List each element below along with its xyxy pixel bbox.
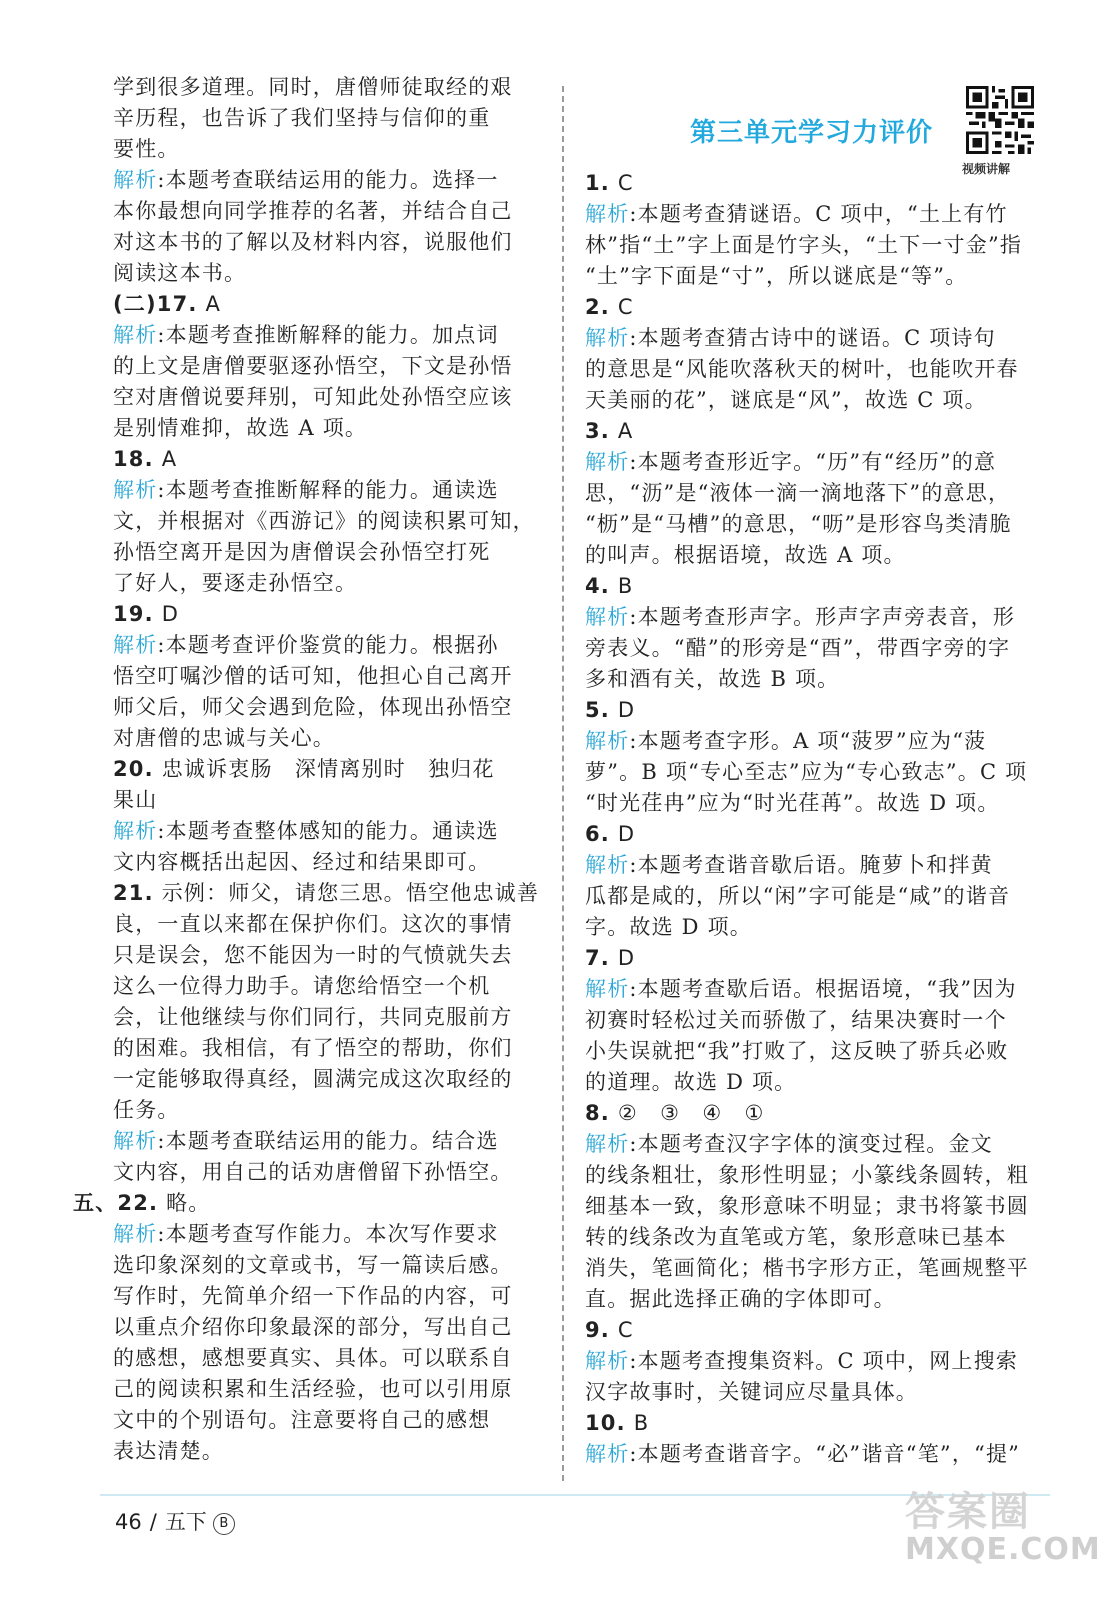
text-line (113, 1002, 543, 1033)
text-run: 要性。 (113, 137, 180, 161)
qr-code-icon[interactable] (966, 86, 1034, 154)
text-run: 本你最想向同学推荐的名著，并结合自己 (113, 199, 513, 223)
text-run: :本题考查谐音歇后语。腌萝卜和拌黄 (629, 853, 993, 877)
text-run: 只是误会，您不能因为一时的气愤就失去 (113, 943, 513, 967)
question-number: 8. (585, 1101, 610, 1125)
answer-choice: D (610, 822, 636, 846)
text-line (585, 1129, 1045, 1160)
text-run: 文中的个别语句。注意要将自己的感想 (113, 1408, 491, 1432)
analysis-label: 解析 (113, 323, 158, 347)
section-label: (二) (113, 292, 157, 316)
text-line (113, 1312, 543, 1343)
text-line (113, 692, 543, 723)
text-line (585, 509, 1045, 540)
text-line (585, 633, 1045, 664)
text-line (113, 599, 543, 630)
text-line (585, 292, 1045, 323)
text-line (113, 227, 543, 258)
text-run: 对唐僧的忠诚与关心。 (113, 726, 335, 750)
analysis-label: 解析 (113, 819, 158, 843)
text-run: :本题考查字形。A 项“菠罗”应为“菠 (629, 729, 987, 753)
text-run: 是别情难抑，故选 A 项。 (113, 416, 368, 440)
text-run: 转的线条改为直笔或方笔，象形意味已基本 (585, 1225, 1007, 1249)
analysis-label: 解析 (585, 853, 630, 877)
text-line (585, 478, 1045, 509)
text-run: 己的阅读积累和生活经验，也可以引用原 (113, 1377, 513, 1401)
answer-choice: D (610, 698, 636, 722)
text-line (113, 537, 543, 568)
text-run: 空对唐僧说要拜别，可知此处孙悟空应该 (113, 385, 513, 409)
analysis-label: 解析 (585, 605, 630, 629)
text-run: 的上文是唐僧要驱逐孙悟空，下文是孙悟 (113, 354, 513, 378)
answer-choice: A (153, 447, 178, 471)
text-line (585, 912, 1045, 943)
text-line (113, 847, 543, 878)
analysis-label: 解析 (113, 1129, 158, 1153)
text-run: “时光荏冉”应为“时光荏苒”。故选 D 项。 (585, 791, 1000, 815)
analysis-label: 解析 (113, 478, 158, 502)
text-line (585, 943, 1045, 974)
grade-label: 五下 (164, 1510, 207, 1534)
text-line (585, 168, 1045, 199)
text-line (113, 444, 543, 475)
text-line (585, 757, 1045, 788)
text-line (585, 354, 1045, 385)
text-run: 文内容概括出起因、经过和结果即可。 (113, 850, 491, 874)
answer-choice: D (610, 946, 636, 970)
question-number: 21. (113, 881, 154, 905)
text-line (113, 506, 543, 537)
text-line (585, 1005, 1045, 1036)
text-run: 汉字故事时，关键词应尽量具体。 (585, 1380, 918, 1404)
text-run: 瓜都是咸的，所以“闲”字可能是“咸”的谐音 (585, 884, 1011, 908)
analysis-label: 解析 (585, 977, 630, 1001)
text-run: 小失误就把“我”打败了，这反映了骄兵必败 (585, 1039, 1009, 1063)
text-line (113, 320, 543, 351)
text-line (585, 1067, 1045, 1098)
text-line (585, 819, 1045, 850)
text-line (585, 602, 1045, 633)
text-run: 写作时，先简单介绍一下作品的内容，可 (113, 1284, 513, 1308)
text-line (585, 1222, 1045, 1253)
watermark (905, 1490, 1101, 1566)
text-run: 消失，笔画简化；楷书字形方正，笔画规整平 (585, 1256, 1029, 1280)
footer (115, 1506, 235, 1536)
left-column (73, 72, 543, 1467)
text-run: :本题考查联结运用的能力。结合选 (157, 1129, 499, 1153)
answer-choice: A (610, 419, 634, 443)
text-run: 良，一直以来都在保护你们。这次的事情 (113, 912, 513, 936)
qr-caption: 视频讲解 (962, 162, 1011, 176)
text-run: 示例：师父，请您三思。悟空他忠诚善 (153, 881, 540, 905)
text-run: 悟空叮嘱沙僧的话可知，他担心自己离开 (113, 664, 513, 688)
question-number: 10. (585, 1411, 626, 1435)
text-line (73, 1188, 543, 1219)
text-run: 果山 (113, 788, 158, 812)
text-run: :本题考查写作能力。本次写作要求 (157, 1222, 499, 1246)
text-line (113, 1250, 543, 1281)
page-number: 46 (115, 1510, 142, 1534)
text-line (113, 754, 543, 785)
text-line (585, 571, 1045, 602)
analysis-label: 解析 (585, 202, 630, 226)
text-run: 林”指“土”字上面是竹字头，“土下一寸金”指 (585, 233, 1023, 257)
text-run: :本题考查谐音字。“必”谐音“笔”，“提” (629, 1442, 1021, 1466)
text-line (585, 881, 1045, 912)
text-line (585, 788, 1045, 819)
text-line (113, 940, 543, 971)
text-run: 辛历程，也告诉了我们坚持与信仰的重 (113, 106, 491, 130)
answer-choice: C (610, 1318, 634, 1342)
text-line (113, 1436, 543, 1467)
text-line (113, 103, 543, 134)
text-line (113, 661, 543, 692)
text-run: 阅读这本书。 (113, 261, 247, 285)
text-run: 的叫声。根据语境，故选 A 项。 (585, 543, 906, 567)
text-line (113, 1343, 543, 1374)
text-line (113, 1219, 543, 1250)
analysis-label: 解析 (585, 1442, 630, 1466)
text-line (113, 1064, 543, 1095)
text-run: :本题考查形近字。“历”有“经历”的意 (629, 450, 997, 474)
text-run: 了好人，要逐走孙悟空。 (113, 571, 358, 595)
text-run: :本题考查评价鉴赏的能力。根据孙 (157, 633, 499, 657)
text-line (113, 475, 543, 506)
text-line (585, 1098, 1045, 1129)
question-number: 7. (585, 946, 610, 970)
question-number: 4. (585, 574, 610, 598)
text-run: 选印象深刻的文章或书，写一篇读后感。 (113, 1253, 513, 1277)
text-line (585, 540, 1045, 571)
text-line (585, 416, 1045, 447)
text-run: 这么一位得力助手。请您给悟空一个机 (113, 974, 491, 998)
text-run: 忠诚诉衷肠 深情离别时 独归花 (153, 757, 495, 781)
question-number: 2. (585, 295, 610, 319)
question-number: 22. (117, 1191, 159, 1215)
question-number: 1. (585, 171, 610, 195)
text-line (113, 351, 543, 382)
text-run: 的意思是“风能吹落秋天的树叶，也能吹开春 (585, 357, 1019, 381)
text-line (113, 723, 543, 754)
text-line (585, 447, 1045, 478)
text-line (585, 1315, 1045, 1346)
question-number: 17. (156, 292, 198, 316)
answer-choice: C (610, 295, 634, 319)
right-column (585, 168, 1045, 1470)
question-number: 18. (113, 447, 154, 471)
text-line (585, 1408, 1045, 1439)
text-line (585, 1036, 1045, 1067)
text-line (113, 1374, 543, 1405)
text-line (113, 785, 543, 816)
text-line (113, 1157, 543, 1188)
text-line (113, 413, 543, 444)
unit-heading (690, 112, 933, 149)
text-line (113, 1281, 543, 1312)
text-run: 的线条粗壮，象形性明显；小篆线条圆转，粗 (585, 1163, 1029, 1187)
text-run: 的感想，感想要真实、具体。可以联系自 (113, 1346, 513, 1370)
text-line (113, 289, 543, 320)
text-line (113, 196, 543, 227)
text-run: 初赛时轻松过关而骄傲了，结果决赛时一个 (585, 1008, 1007, 1032)
text-line (585, 974, 1045, 1005)
text-line (585, 1160, 1045, 1191)
text-run: 旁表义。“醋”的形旁是“酉”，带酉字旁的字 (585, 636, 1011, 660)
text-line (585, 1377, 1045, 1408)
analysis-label: 解析 (585, 1132, 630, 1156)
text-line (585, 1439, 1045, 1470)
text-line (113, 971, 543, 1002)
analysis-label: 解析 (113, 1222, 158, 1246)
text-run: 文，并根据对《西游记》的阅读积累可知， (113, 509, 535, 533)
text-line (585, 850, 1045, 881)
text-run: :本题考查推断解释的能力。通读选 (157, 478, 499, 502)
text-run: :本题考查搜集资料。C 项中，网上搜索 (629, 1349, 1019, 1373)
text-line (113, 909, 543, 940)
question-number: 19. (113, 602, 154, 626)
text-run: 一定能够取得真经，圆满完成这次取经的 (113, 1067, 513, 1091)
text-line (113, 165, 543, 196)
text-run: 的道理。故选 D 项。 (585, 1070, 797, 1094)
text-run: :本题考查推断解释的能力。加点词 (157, 323, 499, 347)
text-line (113, 382, 543, 413)
text-run: 会，让他继续与你们同行，共同克服前方 (113, 1005, 513, 1029)
answer-choice: D (153, 602, 180, 626)
edition-badge: B (213, 1513, 235, 1535)
answer-choice: B (625, 1411, 650, 1435)
text-run: :本题考查整体感知的能力。通读选 (157, 819, 499, 843)
text-run: 萝”。B 项“专心至志”应为“专心致志”。C 项 (585, 760, 1028, 784)
text-run: 孙悟空离开是因为唐僧误会孙悟空打死 (113, 540, 491, 564)
text-line (113, 1095, 543, 1126)
text-run: 细基本一致，象形意味不明显；隶书将篆书圆 (585, 1194, 1029, 1218)
text-run: 的困难。我相信，有了悟空的帮助，你们 (113, 1036, 513, 1060)
text-line (113, 630, 543, 661)
text-run: 多和酒有关，故选 B 项。 (585, 667, 840, 691)
text-run: 以重点介绍你印象最深的部分，写出自己 (113, 1315, 513, 1339)
text-run: 文内容，用自己的话劝唐僧留下孙悟空。 (113, 1160, 513, 1184)
answer-choice: C (610, 171, 634, 195)
text-run: 略。 (158, 1191, 211, 1215)
text-line (585, 1284, 1045, 1315)
text-run: 天美丽的花”，谜底是“风”，故选 C 项。 (585, 388, 987, 412)
text-line (113, 134, 543, 165)
text-line (585, 695, 1045, 726)
text-line (113, 1033, 543, 1064)
watermark-bottom: MXQE.COM (905, 1532, 1101, 1567)
analysis-label: 解析 (585, 729, 630, 753)
text-line (113, 568, 543, 599)
section-label: 五、 (73, 1191, 118, 1215)
text-line (585, 1253, 1045, 1284)
text-run: ② ③ ④ ① (610, 1101, 765, 1125)
question-number: 5. (585, 698, 610, 722)
text-line (113, 878, 543, 909)
answer-choice: B (610, 574, 634, 598)
question-number: 9. (585, 1318, 610, 1342)
text-run: :本题考查猜古诗中的谜语。C 项诗句 (629, 326, 996, 350)
text-line (113, 816, 543, 847)
text-run: “枥”是“马槽”的意思，“呖”是形容鸟类清脆 (585, 512, 1012, 536)
text-run: 师父后，师父会遇到危险，体现出孙悟空 (113, 695, 513, 719)
text-line (113, 1405, 543, 1436)
text-line (585, 1191, 1045, 1222)
text-run: :本题考查联结运用的能力。选择一 (157, 168, 499, 192)
analysis-label: 解析 (113, 633, 158, 657)
text-run: :本题考查歇后语。根据语境，“我”因为 (629, 977, 1017, 1001)
text-line (113, 258, 543, 289)
text-line (585, 726, 1045, 757)
text-run: 直。据此选择正确的字体即可。 (585, 1287, 896, 1311)
text-line (585, 385, 1045, 416)
text-line (585, 1346, 1045, 1377)
text-run: 字。故选 D 项。 (585, 915, 752, 939)
text-run: 思，“沥”是“液体一滴一滴地落下”的意思， (585, 481, 1011, 505)
answer-choice: A (197, 292, 222, 316)
text-run: :本题考查形声字。形声字声旁表音，形 (629, 605, 1016, 629)
text-run: “土”字下面是“寸”，所以谜底是“等”。 (585, 264, 968, 288)
text-line (585, 261, 1045, 292)
text-run: 表达清楚。 (113, 1439, 224, 1463)
question-number: 3. (585, 419, 610, 443)
unit-title: 第三单元学习力评价 (690, 118, 934, 148)
text-line (113, 72, 543, 103)
analysis-label: 解析 (585, 326, 630, 350)
column-divider (562, 86, 564, 1481)
text-line (585, 323, 1045, 354)
text-line (113, 1126, 543, 1157)
text-line (585, 664, 1045, 695)
text-line (585, 199, 1045, 230)
analysis-label: 解析 (585, 450, 630, 474)
text-run: 对这本书的了解以及材料内容，说服他们 (113, 230, 513, 254)
analysis-label: 解析 (585, 1349, 630, 1373)
text-run: 学到很多道理。同时，唐僧师徒取经的艰 (113, 75, 513, 99)
text-run: 任务。 (113, 1098, 180, 1122)
text-run: :本题考查汉字字体的演变过程。金文 (629, 1132, 993, 1156)
text-run: :本题考查猜谜语。C 项中，“土上有竹 (629, 202, 1008, 226)
text-line (585, 230, 1045, 261)
footer-separator: / (149, 1510, 157, 1534)
question-number: 20. (113, 757, 154, 781)
analysis-label: 解析 (113, 168, 158, 192)
question-number: 6. (585, 822, 610, 846)
watermark-top: 答案圈 (905, 1489, 1031, 1535)
